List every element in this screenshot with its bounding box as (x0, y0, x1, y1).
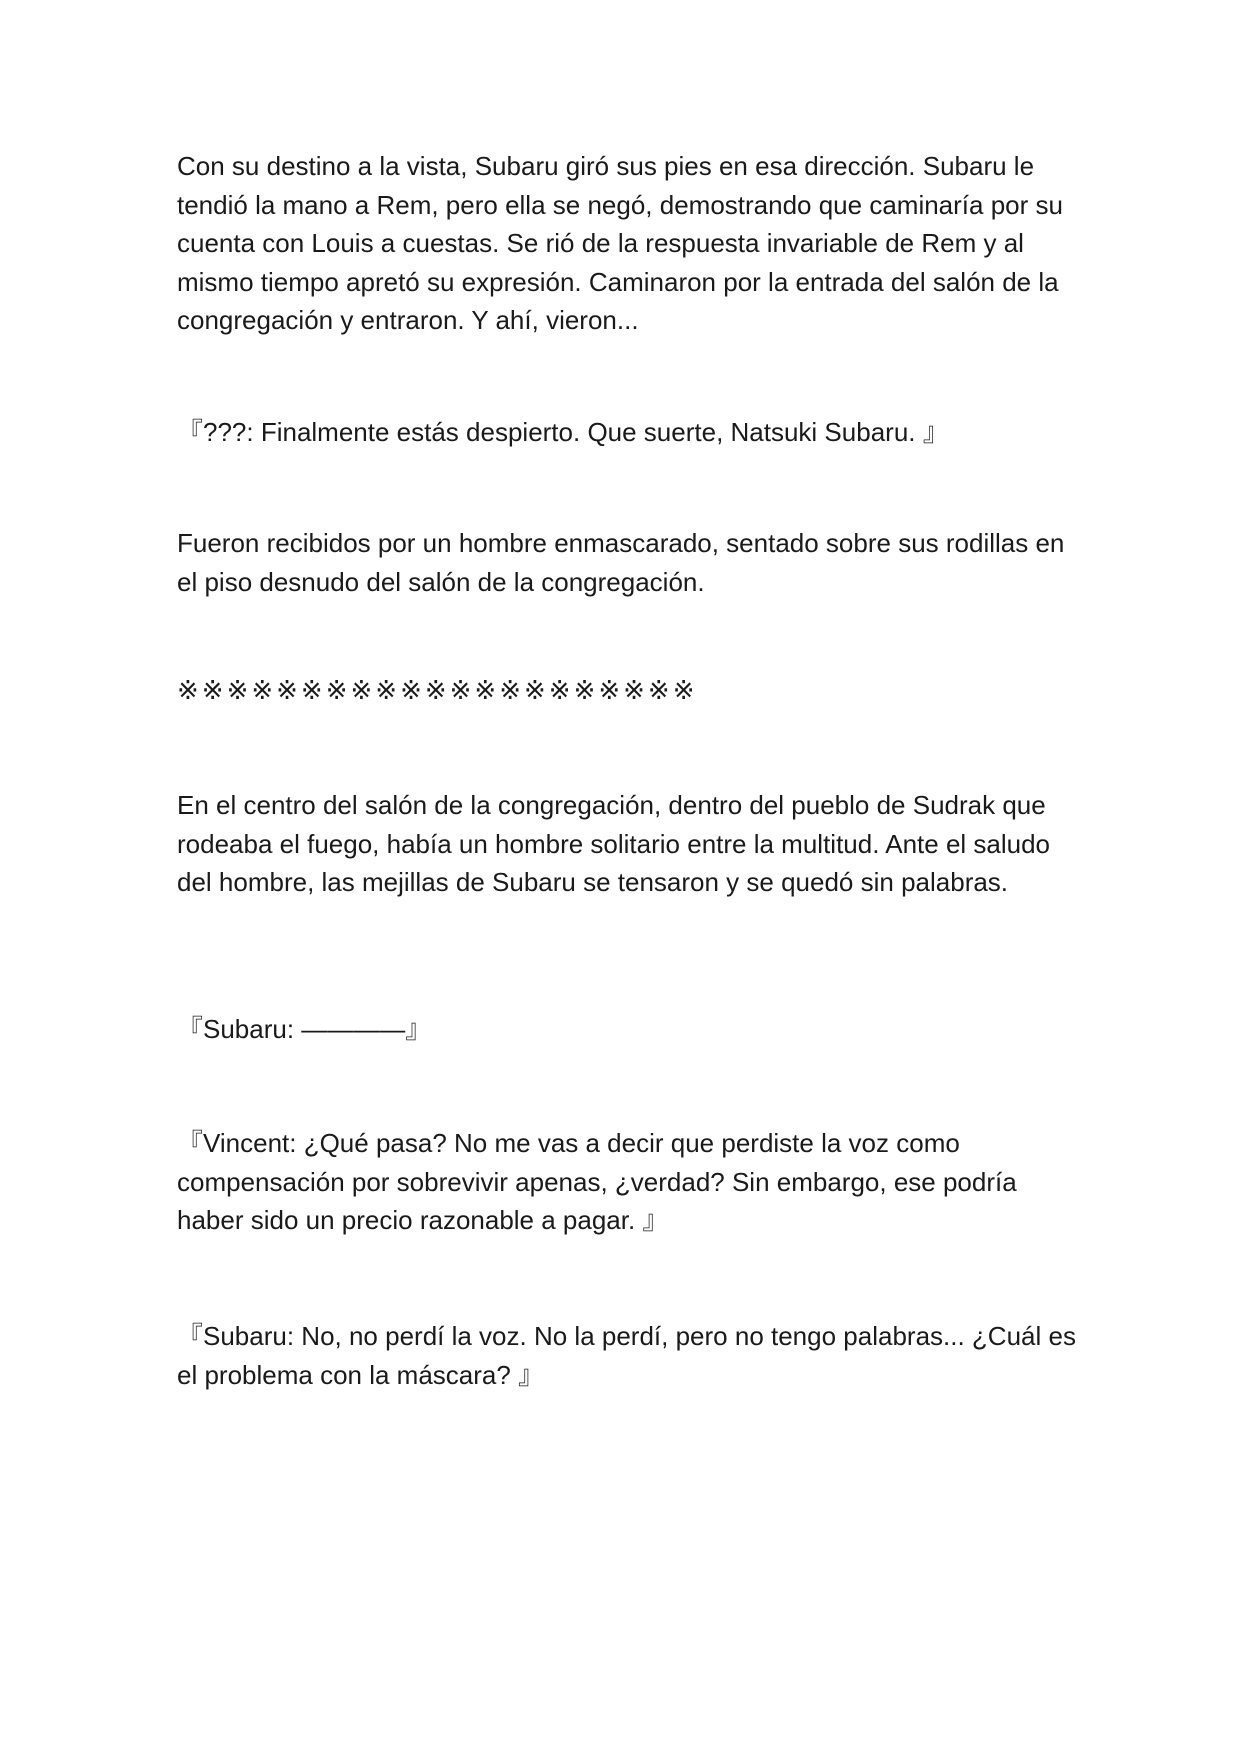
narration-paragraph-1: Con su destino a la vista, Subaru giró sus pies en esa dirección. Subaru le tendió la mano a Rem, pero ella se negó, demostrando que caminaría por su cuenta con Louis a cuestas. Se rió de la respuesta invariable de Rem y al mismo tiempo apretó su expresión. Caminaron por la entrada del salón de la congregación y entraron. Y ahí, vieron... (177, 151, 1063, 335)
dialogue-line-unknown: 『???: Finalmente estás despierto. Que suerte, Natsuki Subaru. 』 (177, 417, 949, 447)
narration-paragraph-3: En el centro del salón de la congregación, dentro del pueblo de Sudrak que rodeaba el fuego, había un hombre solitario entre la multitud. Ante el saludo del hombre, las mejillas de Subaru se tensaron y se quedó sin palabras. (177, 790, 1051, 897)
scene-separator: ※※※※※※※※※※※※※※※※※※※※※ (177, 675, 698, 705)
narration-paragraph-2: Fueron recibidos por un hombre enmascarado, sentado sobre sus rodillas en el piso desnudo del salón de la congregación. (177, 528, 1065, 597)
dialogue-line-subaru-1: 『Subaru: ————』 (177, 1014, 432, 1044)
dialogue-line-vincent: 『Vincent: ¿Qué pasa? No me vas a decir que perdiste la voz como compensación por sobrevivir apenas, ¿verdad? Sin embargo, ese podría haber sido un precio razonable a pagar. 』 (177, 1128, 1017, 1235)
dialogue-line-subaru-2: 『Subaru: No, no perdí la voz. No la perdí, pero no tengo palabras... ¿Cuál es el problema con la máscara? 』 (177, 1321, 1076, 1390)
